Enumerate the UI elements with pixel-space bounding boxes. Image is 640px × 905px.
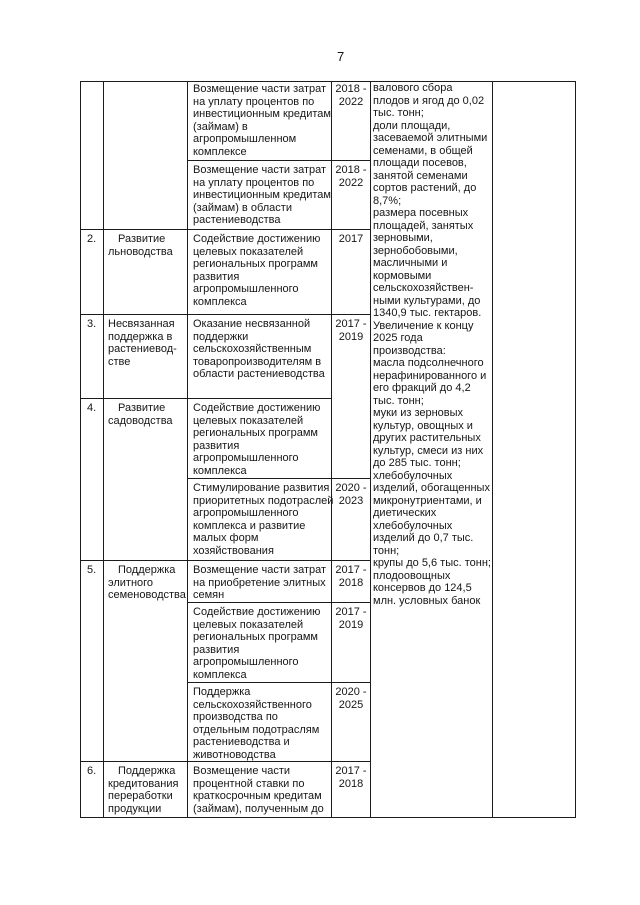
item-name-line: Развитие xyxy=(118,233,166,245)
item-number: 4. xyxy=(87,402,97,414)
period-line: 2019 xyxy=(338,330,364,343)
indicators-line: доли площади, xyxy=(373,119,451,132)
measure-line: сельскохозяйственным xyxy=(193,343,312,355)
measure-line: региональных программ xyxy=(193,427,318,439)
measure-line: (займам) в области xyxy=(193,201,292,214)
program-table xyxy=(80,81,576,818)
measure-cell xyxy=(188,161,332,230)
item-number-cell xyxy=(81,561,104,762)
indicators-line: плодоовощных xyxy=(373,569,451,582)
indicators-line: крупы до 5,6 тыс. тонн; xyxy=(373,557,491,569)
measure-line: региональных программ xyxy=(193,631,318,643)
measure-line: малых форм xyxy=(193,532,259,544)
measure-line: Содействие достижению xyxy=(193,606,321,618)
measure-line: целевых показателей xyxy=(193,245,304,258)
measure-line: сельскохозяйственного xyxy=(193,698,312,711)
item-number-cell xyxy=(81,230,104,315)
indicators-line: изделий до 0,7 тыс. xyxy=(373,532,474,544)
item-number-cell xyxy=(81,315,104,399)
item-number-cell xyxy=(81,399,104,561)
period-cell xyxy=(332,315,371,479)
item-number-cell xyxy=(81,82,104,230)
item-number: 5. xyxy=(87,564,97,576)
item-name-line: продукции xyxy=(108,802,162,815)
period-cell xyxy=(332,230,371,315)
indicators-line: зернобобовыми, xyxy=(373,244,458,257)
measure-cell xyxy=(188,479,332,561)
item-name-cell xyxy=(104,762,188,818)
indicators-line: млн. условных банок xyxy=(373,594,481,607)
period-cell xyxy=(332,561,371,603)
measure-line: растениеводства xyxy=(193,214,281,226)
measure-line: развития xyxy=(193,439,240,452)
indicators-line: валового сбора xyxy=(373,82,453,94)
measure-line: (займам) в xyxy=(193,120,248,133)
measure-line: Возмещение части затрат xyxy=(193,564,327,576)
measure-line: товаропроизводителям в xyxy=(193,355,322,368)
period-line: 2022 xyxy=(338,95,364,108)
item-name-line: кредитования xyxy=(108,777,179,790)
period-line: 2020 - xyxy=(335,686,367,698)
item-name-line: элитного xyxy=(108,576,154,589)
indicators-line: его фракций до 4,2 xyxy=(373,382,471,394)
measure-line: развития xyxy=(193,270,240,283)
measure-line: агропромышленного xyxy=(193,656,299,668)
page-number: 7 xyxy=(337,49,345,64)
measure-line: приоритетных подотраслей xyxy=(193,494,334,507)
item-name-line: поддержка в xyxy=(108,330,173,343)
measure-line: на уплату процентов по xyxy=(193,176,315,189)
measure-line: инвестиционным кредитам xyxy=(193,189,331,201)
item-name-line: садоводства xyxy=(108,414,173,427)
measure-cell xyxy=(188,399,332,479)
measure-line: агропромышленного xyxy=(193,452,299,464)
measure-line: комплекса xyxy=(193,668,247,681)
indicators-line: культур, овощных и xyxy=(373,419,473,432)
item-number: 2. xyxy=(87,233,97,245)
indicators-line: масла подсолнечного xyxy=(373,357,484,369)
measure-line: хозяйствования xyxy=(193,544,274,557)
measure-line: Содействие достижению xyxy=(193,233,321,245)
measure-line: животноводства xyxy=(193,748,276,761)
period-line: 2018 xyxy=(338,576,364,589)
indicators-line: нерафинированного и xyxy=(373,369,487,382)
measure-line: региональных программ xyxy=(193,258,318,270)
period-cell xyxy=(332,762,371,818)
indicators-line: до 285 тыс. тонн; xyxy=(373,457,461,469)
item-name-line: Несвязанная xyxy=(108,318,175,330)
indicators-line: сельскохозяйствен- xyxy=(373,282,474,294)
indicators-line: консервов до 124,5 xyxy=(373,582,472,594)
measure-cell xyxy=(188,762,332,818)
indicators-line: других растительных xyxy=(373,432,481,444)
item-name-line: стве xyxy=(108,355,131,368)
measure-line: комплекса xyxy=(193,295,247,308)
period-line: 2022 xyxy=(338,176,364,189)
measure-line: производства по xyxy=(193,711,278,723)
measure-cell xyxy=(188,315,332,399)
item-name-line: Поддержка xyxy=(118,765,176,777)
item-number: 3. xyxy=(87,318,97,330)
measure-cell xyxy=(188,683,332,762)
indicators-line: тыс. тонн; xyxy=(373,394,424,407)
period-line: 2017 - xyxy=(335,606,367,618)
indicators-line: занятой семенами xyxy=(373,169,468,182)
measure-line: на приобретение элитных xyxy=(193,576,326,589)
indicators-line: масличными и xyxy=(373,257,448,269)
measure-line: Возмещение части затрат xyxy=(193,164,327,176)
measure-line: развития xyxy=(193,643,240,656)
measure-cell xyxy=(188,561,332,603)
notes-cell xyxy=(493,82,576,818)
indicators-line: Увеличение к концу xyxy=(373,319,474,332)
item-name-cell xyxy=(104,561,188,762)
item-number: 6. xyxy=(87,765,97,777)
measure-line: Поддержка xyxy=(193,686,251,698)
measure-line: семян xyxy=(193,589,225,601)
measure-line: Содействие достижению xyxy=(193,402,321,414)
indicators-line: диетических xyxy=(373,507,437,519)
indicators-line: размера посевных xyxy=(373,207,469,219)
period-cell xyxy=(332,161,371,230)
measure-line: растениеводства и xyxy=(193,736,290,748)
period-line: 2023 xyxy=(338,494,364,507)
indicators-line: хлебобулочных xyxy=(373,469,453,482)
period-line: 2018 - xyxy=(335,164,367,176)
indicators-line: сортов растений, до xyxy=(373,182,477,194)
period-cell xyxy=(332,603,371,683)
item-name-line: льноводства xyxy=(108,245,173,258)
indicators-line: микронутриентами, и xyxy=(373,494,482,507)
indicators-line: тонн; xyxy=(373,544,400,557)
period-line: 2018 xyxy=(338,777,364,790)
indicators-line: 8,7%; xyxy=(373,194,402,207)
measure-cell xyxy=(188,230,332,315)
indicators-line: культур, смеси из них xyxy=(373,444,484,457)
item-number-cell xyxy=(81,762,104,818)
indicators-line: хлебобулочных xyxy=(373,519,453,532)
measure-line: Возмещение части xyxy=(193,765,291,777)
item-name-line: Развитие xyxy=(118,402,166,414)
indicators-line: 2025 года xyxy=(373,332,423,344)
indicators-cell xyxy=(371,82,493,818)
period-line: 2019 xyxy=(338,618,364,631)
measure-line: комплекса xyxy=(193,464,247,477)
indicators-line: ными культурами, до xyxy=(373,294,481,307)
measure-cell xyxy=(188,603,332,683)
period-line: 2017 - xyxy=(335,318,367,330)
measure-line: инвестиционным кредитам xyxy=(193,108,331,120)
measure-line: на уплату процентов по xyxy=(193,95,315,108)
measure-line: отдельным подотраслям xyxy=(193,723,320,736)
measure-line: Стимулирование развития xyxy=(193,482,330,494)
period-cell xyxy=(332,82,371,161)
measure-line: комплекса и развитие xyxy=(193,519,306,532)
item-name-cell xyxy=(104,230,188,315)
period-cell xyxy=(332,479,371,561)
indicators-line: семенами, в общей xyxy=(373,144,473,157)
measure-line: области растениеводства xyxy=(193,368,325,380)
item-name-line: растениевод- xyxy=(108,343,177,355)
indicators-line: муки из зерновых xyxy=(373,407,464,419)
period-line: 2020 - xyxy=(335,482,367,494)
indicators-line: площадей, занятых xyxy=(373,219,474,232)
period-line: 2017 - xyxy=(335,765,367,777)
measure-line: целевых показателей xyxy=(193,414,304,427)
period-line: 2018 - xyxy=(335,83,367,95)
indicators-line: 1340,9 тыс. гектаров. xyxy=(373,307,482,319)
measure-line: целевых показателей xyxy=(193,618,304,631)
measure-line: (займам), полученным до xyxy=(193,802,324,815)
indicators-line: тыс. тонн; xyxy=(373,107,424,119)
measure-line: Оказание несвязанной xyxy=(193,318,311,330)
period-line: 2017 xyxy=(338,233,364,245)
period-cell xyxy=(332,683,371,762)
measure-line: поддержки xyxy=(193,330,249,343)
indicators-line: изделий, обогащенных xyxy=(373,482,490,494)
measure-line: агропромышленном xyxy=(193,133,297,145)
measure-line: агропромышленного xyxy=(193,507,299,519)
measure-line: краткосрочным кредитам xyxy=(193,790,322,802)
item-name-line: семеноводства xyxy=(108,589,186,601)
measure-line: Возмещение части затрат xyxy=(193,83,327,95)
indicators-line: зерновыми, xyxy=(373,232,433,244)
period-line: 2025 xyxy=(338,698,364,711)
indicators-line: кормовыми xyxy=(373,269,432,282)
indicators-line: плодов и ягод до 0,02 xyxy=(373,94,485,107)
indicators-line: площади посевов, xyxy=(373,157,467,169)
measure-line: комплексе xyxy=(193,145,247,158)
period-line: 2017 - xyxy=(335,564,367,576)
item-name-line: переработки xyxy=(108,790,173,802)
item-name-cell xyxy=(104,82,188,230)
indicators-line: засеваемой элитными xyxy=(373,132,488,144)
item-name-cell xyxy=(104,399,188,561)
measure-cell xyxy=(188,82,332,161)
indicators-line: производства: xyxy=(373,344,446,357)
measure-line: процентной ставки по xyxy=(193,777,305,790)
item-name-line: Поддержка xyxy=(118,564,176,576)
item-name-cell xyxy=(104,315,188,399)
measure-line: агропромышленного xyxy=(193,283,299,295)
